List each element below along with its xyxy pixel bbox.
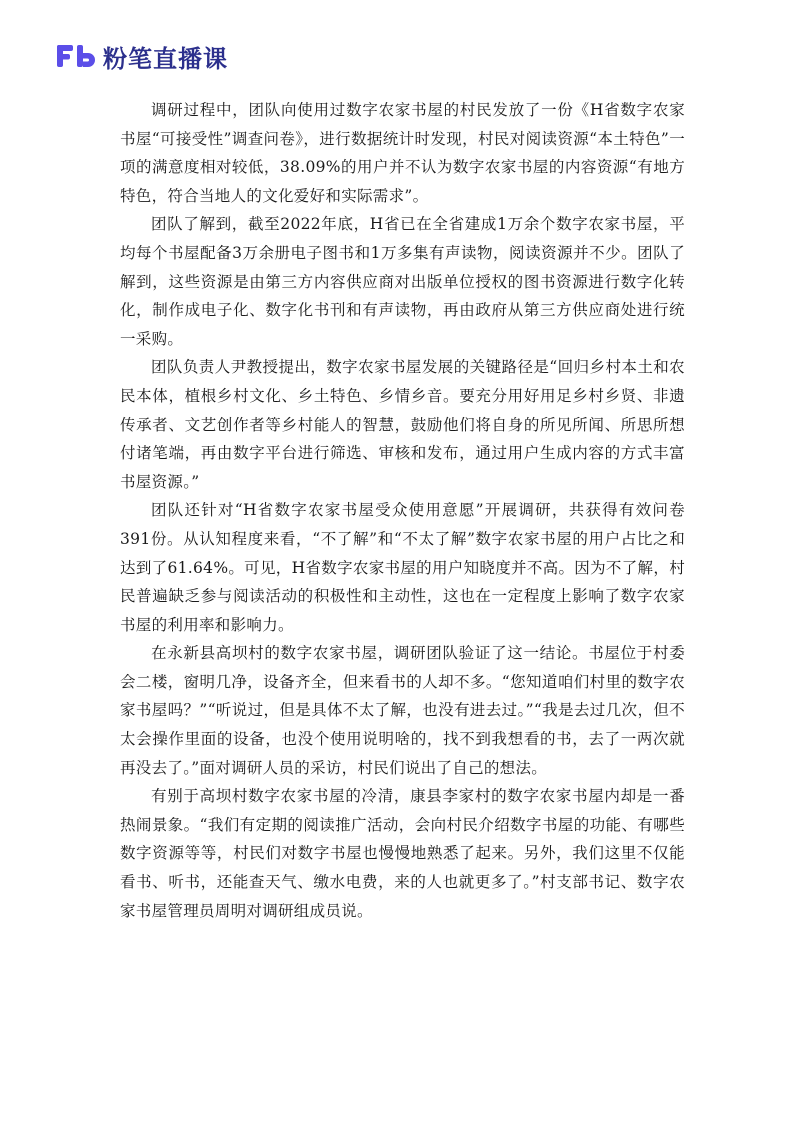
paragraph: 有别于高坝村数字农家书屋的冷清，康县李家村的数字农家书屋内却是一番热闹景象。“我们有定期的阅读推广活动，会向村民介绍数字书屋的功能、有哪些数字资源等等，村民们对数字书屋也慢慢地熟悉了起来。另外，我们这里不仅能看书、听书，还能查天气、缴水电费，来的人也就更多了。”村支部书记、数字农家书屋管理员周明对调研组成员说。: [120, 787, 685, 920]
paragraph: 团队了解到，截至2022年底，H省已在全省建成1万余个数字农家书屋，平均每个书屋配备3万余册电子图书和1万多集有声读物，阅读资源并不少。团队了解到，这些资源是由第三方内容供应商对出版单位授权的图书资源进行数字化转化，制作成电子化、数字化书刊和有声读物，再由政府从第三方供应商处进行统一采购。: [120, 215, 685, 348]
paragraph: 在永新县高坝村的数字农家书屋，调研团队验证了这一结论。书屋位于村委会二楼，窗明几净，设备齐全，但来看书的人却不多。“您知道咱们村里的数字农家书屋吗？”“听说过，但是具体不太了解，也没有进去过。”“我是去过几次，但不太会操作里面的设备，也没个使用说明啥的，找不到我想看的书，去了一两次就再没去了。”面对调研人员的采访，村民们说出了自己的想法。: [120, 644, 685, 777]
paragraph: 团队还针对“H省数字农家书屋受众使用意愿”开展调研，共获得有效问卷391份。从认知程度来看，“不了解”和“不太了解”数字农家书屋的用户占比之和达到了61.64%。可见，H省数字农家书屋的用户知晓度并不高。因为不了解，村民普遍缺乏参与阅读活动的积极性和主动性，这也在一定程度上影响了数字农家书屋的利用率和影响力。: [120, 501, 685, 634]
paragraph: 团队负责人尹教授提出，数字农家书屋发展的关键路径是“回归乡村本土和农民本体，植根乡村文化、乡土特色、乡情乡音。要充分用好用足乡村乡贤、非遗传承者、文艺创作者等乡村能人的智慧，鼓励他们将自身的所见所闻、所思所想付诸笔端，再由数字平台进行筛选、审核和发布，通过用户生成内容的方式丰富书屋资源。”: [120, 358, 685, 491]
article-body: [120, 96, 685, 925]
paragraph: 调研过程中，团队向使用过数字农家书屋的村民发放了一份《H省数字农家书屋“可接受性”调查问卷》，进行数据统计时发现，村民对阅读资源“本土特色”一项的满意度相对较低，38.09%的用户并不认为数字农家书屋的内容资源“有地方特色，符合当地人的文化爱好和实际需求”。: [120, 101, 685, 205]
page-header: [55, 40, 228, 72]
fenbi-logo-icon: [55, 42, 97, 70]
brand-name: 粉笔直播课: [103, 44, 228, 73]
